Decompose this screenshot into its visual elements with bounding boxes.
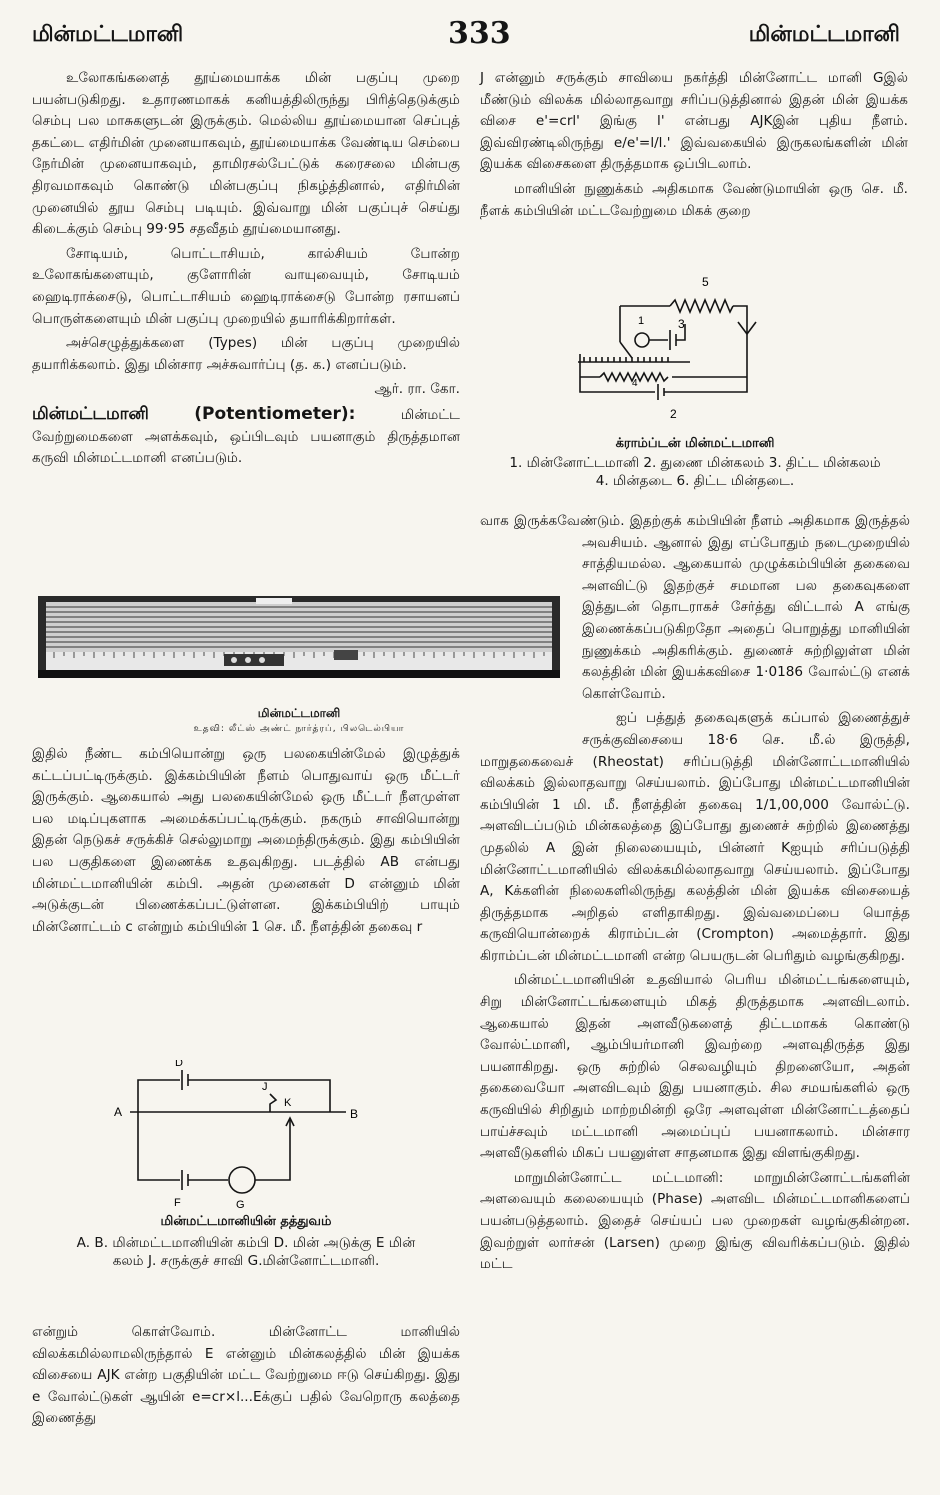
- paragraph: சோடியம், பொட்டாசியம், கால்சியம் போன்ற உலோகங்களையும், குளோரின் வாயுவையும், சோடியம் ஹைடிராக்சைடு, பொட்டாசியம் ஹைடிராக்சைடு போன்ற ரசாயனப் பொருள்களையும் மின் பகுப்பு முறையில் தயாரிக்கிறார்கள்.: [32, 245, 460, 327]
- principle-circuit-diagram: [110, 1060, 370, 1210]
- principle-caption-block: [32, 1214, 460, 1270]
- left-column-top: [32, 68, 460, 473]
- label-K: K: [284, 1097, 292, 1109]
- right-column-mid: [480, 511, 910, 1279]
- entry-title-en: (Potentiometer):: [194, 403, 356, 424]
- label-F: F: [174, 1197, 181, 1209]
- entry-text: மின்மட்ட வேற்றுமைகளை அளக்கவும், ஒப்பிடவும் பயனாகும் திருத்தமான கருவி மின்மட்டமானி எனப்படும்.: [32, 406, 461, 467]
- label-2: 2: [670, 407, 677, 421]
- paragraph: ஐப் பத்துத் தகைவுகளுக் கப்பால் இணைத்துச் சருக்குவிசையை 18·6 செ. மீ.ல் இருத்தி, மாறுதகைவைச் (Rheostat) சரிப்படுத்தி மின்னோட்டமானியில் விலக்கம் இல்லாதவாறு செய்யலாம். இப்போது மின்மட்டமானியின் கம்பியின் 1 மி. மீ. நீளத்தின் தகைவு 1/1,00,000 வோல்ட்டு. அளவிடப்படும் மின்கலத்தை இப்போது துணைச் சுற்றில் இணைத்து முதலில் A இன் நிலையையும், பின்னர் Kஐயும் சரிப்படுத்தி மின்னோட்டமானியில் விலக்கமில்லாதவாறு செய்யலாம். இப்போது A, Kக்களின் நிலைகளிலிருந்து கலத்தின் மின் இயக்க விசையைத் திருத்தமாக அறிதல் எளிதாகிறது. இவ்வமைப்பை யொத்த கருவியொன்றைக் கிராம்ப்டன் (Crompton) அமைத்தார். இது கிராம்ப்டன் மின்மட்டமானி என்ற பெயருடன் பெரிதும் வழங்குகிறது.: [480, 710, 910, 964]
- paragraph: மாறுமின்னோட்ட மட்டமானி: மாறுமின்னோட்டங்களின் அளவையும் கலையையும் (Phase) அளவிட மின்மட்டமானிகளைப் பயன்படுத்தலாம். இதைச் செய்யப் பல முறைகள் வழங்குகின்றன. இவற்றுள் லார்சன் (Larsen) முறை இங்கு விவரிக்கப்படும். இதில் மட்ட: [480, 1169, 910, 1273]
- running-head-left: மின்மட்டமானி: [32, 22, 184, 47]
- paragraph: மானியின் நுணுக்கம் அதிகமாக வேண்டுமாயின் ஒரு செ. மீ. நீளக் கம்பியின் மட்டவேற்றுமை மிகக் குறை: [480, 180, 908, 219]
- paragraph: வாக இருக்கவேண்டும். இதற்குக் கம்பியின் நீளம் அதிகமாக இருத்தல் அவசியம். ஆனால் இது எப்போதும் நடைமுறையில் சாத்தியமல்ல. ஆகையால் முழுக்கம்பியின் தகைவை அளவிட்டு இதற்குச் சமமான பல தகைவுகளை இத்துடன் தொடராகச் சேர்த்து விட்டால் A எங்கு இணைக்கப்படுகிறதோ அதைப் பொறுத்து மானியின் நுணுக்கம் அதிகரிக்கும். துணைச் சுற்றிலுள்ள மின் கலத்தின் மின் இயக்கவிசை 1·0186 வோல்ட்டு எனக் கொள்வோம்.: [480, 513, 910, 702]
- left-column-bottom: [32, 1322, 460, 1433]
- label-4: 4: [632, 378, 638, 389]
- label-3: 3: [678, 317, 685, 331]
- figure-caption: மின்மட்டமானி: [257, 706, 341, 720]
- paragraph: இதில் நீண்ட கம்பியொன்று ஒரு பலகையின்மேல் இழுத்துக் கட்டப்பட்டிருக்கும். இக்கம்பியின் நீளம் பொதுவாய் ஒரு மீட்டர் இருக்கும். ஆகையால் அது பலகையின்மேல் ஒரு மீட்டர் நீளமுள்ள பல மடிப்புகளாக அமைக்கப்பட்டிருக்கும். நகரும் சாவியொன்று இதன் நெடுகச் சருக்கிச் செல்லுமாறு அமைந்திருக்கும். இது கம்பியின் பல பகுதிகளை இணைக்க உதவுகிறது. படத்தில் AB என்பது மின்மட்டமானியின் கம்பி. அதன் முனைகள் D என்னும் மின் அடுக்குடன் பிணைக்கப்பட்டுள்ளன. இக்கம்பியிற் பாயும் மின்னோட்டம் c என்றும் கம்பியின் 1 செ. மீ. நீளத்தின் தகைவு r: [32, 746, 460, 935]
- figure-caption: மின்மட்டமானியின் தத்துவம்: [160, 1214, 332, 1229]
- label-5: 5: [702, 275, 709, 289]
- left-column-lower: [32, 744, 460, 941]
- label-B: B: [350, 1107, 359, 1121]
- paragraph: உலோகங்களைத் தூய்மையாக்க மின் பகுப்பு முறை பயன்படுகிறது. உதாரணமாகக் கனியத்திலிருந்து பிரித்தெடுக்கும் செம்பு பல மாசுகளுடன் இருக்கும். மெல்லிய தூய்மையான செப்புத் தகட்டை எதிர்மின் முனையாகவும், தூய்மையாக்க வேண்டிய செம்பை நேர்மின் முனையாகவும், தாமிரசல்பேட்டுக் கரைசலை மின்பகு திரவமாகவும் கொண்டு மின்பகுப்பு நிகழ்த்தினால், எதிர்மின் முனையில் தூய செம்பு படியும். இவ்வாறு மின் பகுப்புச் செய்து கிடைக்கும் செம்பு 99·95 சதவீதம் தூய்மையானது.: [32, 70, 460, 238]
- label-A: A: [114, 1105, 123, 1119]
- paragraph: அச்செழுத்துக்களை (Types) மின் பகுப்பு முறையில் தயாரிக்கலாம். இது மின்சார அச்சுவார்ப்பு (த. க.) எனப்படும்.: [32, 335, 460, 373]
- paragraph: என்றும் கொள்வோம். மின்னோட்ட மானியில் விலக்கமில்லாமலிருந்தால் E என்னும் மின்கலத்தில் மின் இயக்க விசையை AJK என்ற பகுதியின் மட்ட வேற்றுமை ஈடு செய்கிறது. இது e வோல்ட்டுகள் ஆயின் e=cr×l...Eக்குப் பதில் வேறொரு கலத்தை இணைத்து: [32, 1324, 460, 1427]
- page-number: 333: [448, 16, 511, 51]
- paragraph: மின்மட்டமானியின் உதவியால் பெரிய மின்மட்டங்களையும், சிறு மின்னோட்டங்களையும் மிகத் திருத்தமாக அளவிடலாம். ஆகையால் இதன் அளவீடுகளைத் திட்டமாகக் கொண்டு வோல்ட்மானி, ஆம்பியர்மானி இவற்றை அளவுதிருத்த இது பயனாகிறது. ஒரு சுற்றில் செலவழியும் திறனையோ, அதன் தகைவையோ அளவிடவும் இது பயனாகும். சில சமயங்களில் ஒரு கருவியில் சிறிதும் மாற்றமின்றி ஒரே அளவுள்ள மின்னோட்டத்தைப் பாய்ச்சவும் மட்டமானி அமைப்புப் பயனாகலாம். மின்சார அளவீடுகளில் மிகப் பயனுள்ள சாதனமாக இது விளங்குகிறது.: [480, 972, 910, 1162]
- label-1: 1: [638, 315, 645, 327]
- running-head-right: மின்மட்டமானி: [748, 22, 900, 47]
- figure-credit: உதவி: லீட்ஸ் அண்ட் நார்த்ரப், பிலடெல்பியா: [193, 724, 405, 734]
- label-G: G: [236, 1199, 245, 1210]
- crompton-circuit-diagram: [560, 272, 800, 432]
- figure-legend: கலம் J. சருக்குச் சாவி G.மின்னோட்டமானி.: [112, 1253, 380, 1269]
- entry-paragraph: [32, 404, 460, 470]
- figure-caption: க்ராம்ப்டன் மின்மட்டமானி: [615, 436, 775, 451]
- entry-title: மின்மட்டமானி: [32, 403, 149, 424]
- figure-legend: 1. மின்னோட்டமானி 2. துணை மின்கலம் 3. திட்ட மின்கலம்: [509, 455, 881, 471]
- label-D: D: [175, 1060, 183, 1069]
- author-signature: ஆர். ரா. கோ.: [374, 381, 460, 398]
- figure-legend: 4. மின்தடை 6. திட்ட மின்தடை.: [595, 473, 795, 489]
- crompton-caption-block: [480, 436, 910, 490]
- figure-legend: A. B. மின்மட்டமானியின் கம்பி D. மின் அடுக்கு E மின்: [76, 1235, 416, 1251]
- label-J: J: [262, 1081, 268, 1093]
- paragraph: J என்னும் சருக்கும் சாவியை நகர்த்தி மின்னோட்ட மானி Gஇல் மீண்டும் விலக்க மில்லாதவாறு சரிப்படுத்தினால் இதன் மின் இயக்க விசை e'=crl' இங்கு l' என்பது AJKஇன் புதிய நீளம். இவ்விரண்டிலிருந்து e/e'=l/l.' இவ்வகையில் இருகலங்களின் மின் இயக்க விசைகளை திருத்தமாக ஒப்பிடலாம்.: [480, 70, 908, 173]
- right-column-top: [480, 68, 908, 225]
- float-spacer: [480, 511, 582, 747]
